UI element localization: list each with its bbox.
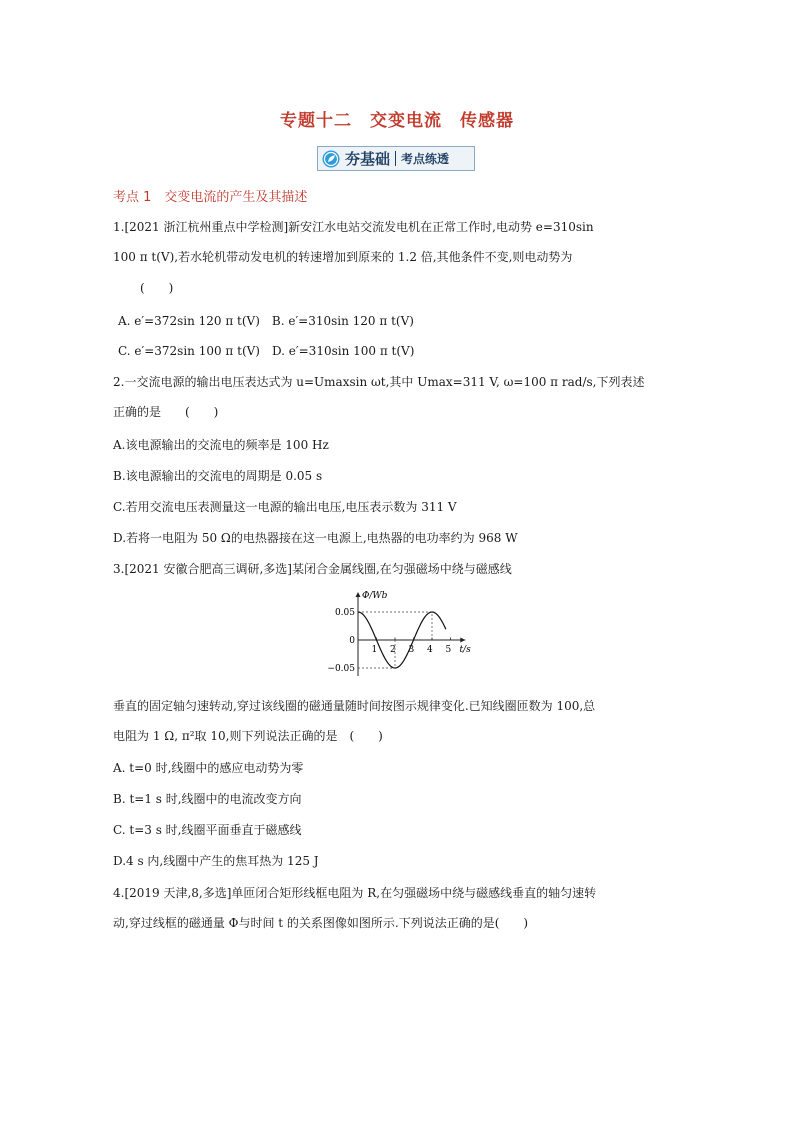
q1-answer-bracket: ( ) — [140, 281, 174, 295]
q3-option-d: D.4 s 内,线圈中产生的焦耳热为 125 J — [113, 854, 319, 868]
q2-option-a: A.该电源输出的交流电的频率是 100 Hz — [113, 438, 329, 452]
q3-line-3: 电阻为 1 Ω, π²取 10,则下列说法正确的是 ( ) — [113, 729, 383, 743]
q2-option-d: D.若将一电阻为 50 Ω的电热器接在这一电源上,电热器的电功率约为 968 W — [113, 531, 518, 545]
x-tick-label: 3 — [408, 645, 415, 655]
q1-options-cd: C. e′=372sin 100 π t(V) D. e′=310sin 100 π t(V) — [118, 344, 415, 358]
badge-sub-label: 考点练透 — [401, 152, 450, 166]
q1-options-ab: A. e′=372sin 120 π t(V) B. e′=310sin 120 π t(V) — [118, 314, 414, 328]
y-axis-label: Φ/Wb — [362, 591, 388, 601]
q3-line-2: 垂直的固定轴匀速转动,穿过该线圈的磁通量随时间按图示规律变化.已知线圈匝数为 100,总 — [113, 699, 596, 713]
y-tick-label: 0 — [349, 636, 355, 646]
q1-line-2: 100 π t(V),若水轮机带动发电机的转速增加到原来的 1.2 倍,其他条件不变,则电动势为 — [113, 250, 573, 264]
y-tick-label: 0.05 — [334, 608, 355, 618]
q1-line-1: 1.[2021 浙江杭州重点中学检测]新安江水电站交流发电机在正常工作时,电动势 e=310sin — [113, 220, 594, 234]
y-tick-label: −0.05 — [327, 664, 355, 674]
x-axis-arrow — [460, 638, 465, 643]
q2-option-b: B.该电源输出的交流电的周期是 0.05 s — [113, 469, 323, 483]
q2-line-1: 2.一交流电源的输出电压表达式为 u=Umaxsin ωt,其中 Umax=311 V, ω=100 π rad/s,下列表述 — [113, 375, 645, 389]
badge-main-label: 夯基础 — [345, 150, 391, 168]
x-axis-label: t/s — [459, 645, 471, 655]
q3-option-b: B. t=1 s 时,线圈中的电流改变方向 — [113, 792, 302, 806]
y-axis-arrow — [356, 592, 361, 597]
q4-line-1: 4.[2019 天津,8,多选]单匝闭合矩形线框电阻为 R,在匀强磁场中绕与磁感线垂直的轴匀速转 — [113, 886, 597, 900]
q2-line-2: 正确的是 ( ) — [113, 405, 219, 419]
badge-divider — [395, 151, 396, 166]
q3-line-1: 3.[2021 安徽合肥高三调研,多选]某闭合金属线圈,在匀强磁场中绕与磁感线 — [113, 562, 512, 576]
q4-line-2: 动,穿过线框的磁通量 Φ与时间 t 的关系图像如图所示.下列说法正确的是( ) — [113, 916, 529, 930]
x-tick-label: 4 — [427, 645, 433, 655]
q3-option-a: A. t=0 时,线圈中的感应电动势为零 — [113, 761, 304, 775]
q3-option-c: C. t=3 s 时,线圈平面垂直于磁感线 — [113, 823, 302, 837]
leaf-icon — [321, 149, 341, 169]
section-badge — [317, 146, 475, 171]
x-tick-label: 2 — [390, 645, 396, 655]
q2-option-c: C.若用交流电压表测量这一电源的输出电压,电压表示数为 311 V — [113, 500, 457, 514]
section-heading: 考点 1 交变电流的产生及其描述 — [113, 190, 308, 205]
x-tick-label: 5 — [445, 645, 452, 655]
flux-time-chart — [320, 588, 472, 678]
page-title: 专题十二 交变电流 传感器 — [280, 111, 514, 131]
x-tick-label: 1 — [371, 645, 378, 655]
